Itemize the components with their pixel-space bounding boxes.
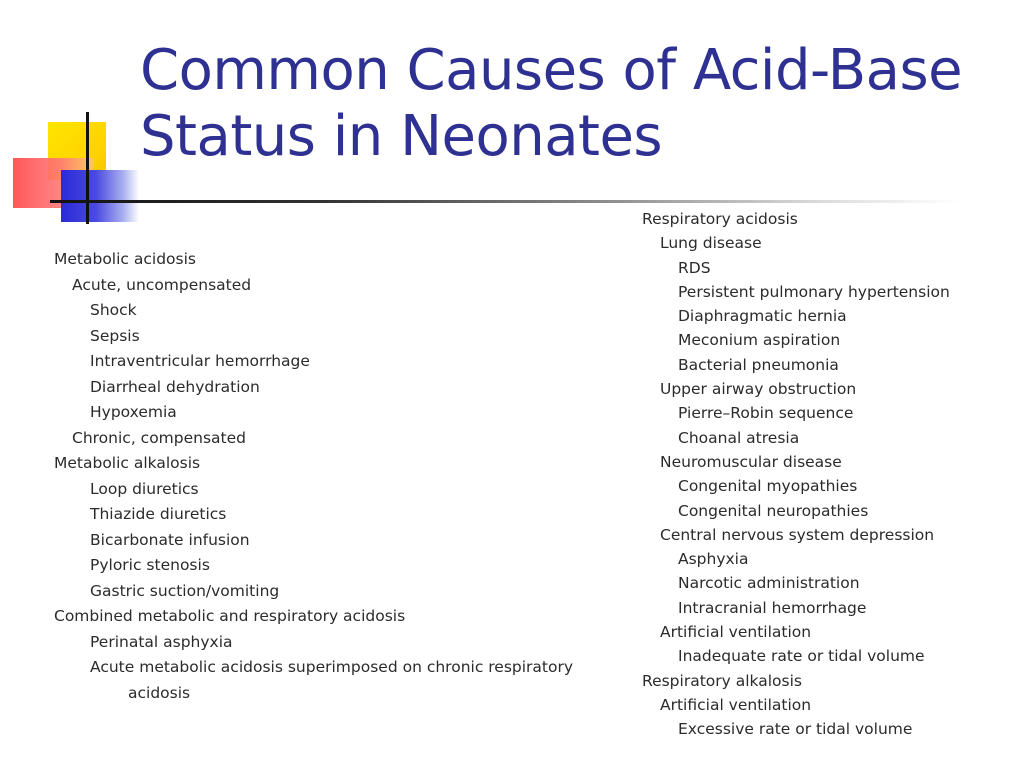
slide-title-line-1: Common Causes of Acid-Base [140, 38, 963, 103]
list-item: Artificial ventilation [660, 695, 812, 714]
list-item: RDS [678, 258, 711, 277]
vertical-rule-decoration [86, 112, 89, 224]
list-item: Shock [90, 301, 137, 319]
list-item: Perinatal asphyxia [90, 632, 233, 651]
list-item: Congenital neuropathies [678, 501, 869, 520]
list-item: Persistent pulmonary hypertension [678, 282, 950, 301]
right-column-list [642, 209, 1017, 744]
list-item: Bicarbonate infusion [90, 530, 250, 549]
list-item: Pyloric stenosis [90, 556, 210, 574]
list-item: Thiazide diuretics [90, 505, 227, 523]
list-item: Artificial ventilation [660, 623, 812, 642]
title-underline-rule [50, 200, 960, 203]
list-item: Inadequate rate or tidal volume [678, 647, 925, 666]
list-item: Bacterial pneumonia [678, 355, 839, 374]
list-item: Narcotic administration [678, 574, 860, 593]
list-item: Asphyxia [678, 550, 749, 569]
list-item: Metabolic alkalosis [54, 454, 201, 472]
list-item: Gastric suction/vomiting [90, 581, 280, 600]
list-item: Intracranial hemorrhage [678, 598, 867, 617]
list-item: Metabolic acidosis [54, 250, 196, 268]
list-item: Diaphragmatic hernia [678, 307, 847, 326]
blue-square-decoration [61, 170, 139, 222]
list-item: Choanal atresia [678, 428, 800, 447]
list-item: Respiratory acidosis [642, 210, 798, 228]
list-item: Intraventricular hemorrhage [90, 352, 310, 370]
list-item: Combined metabolic and respiratory acidosis [54, 607, 406, 625]
left-column-list [54, 249, 624, 708]
list-item: Upper airway obstruction [660, 380, 857, 399]
list-item: Lung disease [660, 234, 762, 253]
list-item: Excessive rate or tidal volume [678, 720, 913, 739]
list-item: Acute, uncompensated [72, 275, 252, 294]
list-item: Loop diuretics [90, 479, 199, 498]
list-item: Chronic, compensated [72, 428, 246, 447]
list-item: Acute metabolic acidosis superimposed on chronic respiratory [90, 658, 574, 676]
list-item: Pierre–Robin sequence [678, 404, 854, 423]
list-item: Sepsis [90, 326, 140, 345]
list-item: Congenital myopathies [678, 477, 858, 496]
slide-title [140, 38, 1010, 170]
list-item: Central nervous system depression [660, 525, 935, 544]
list-item: Respiratory alkalosis [642, 671, 802, 690]
list-item: Hypoxemia [90, 403, 177, 421]
list-item: Neuromuscular disease [660, 452, 842, 471]
list-item: Diarrheal dehydration [90, 377, 260, 396]
list-item: Meconium aspiration [678, 331, 841, 350]
slide-title-line-2: Status in Neonates [140, 104, 663, 169]
list-item: acidosis [128, 683, 191, 702]
